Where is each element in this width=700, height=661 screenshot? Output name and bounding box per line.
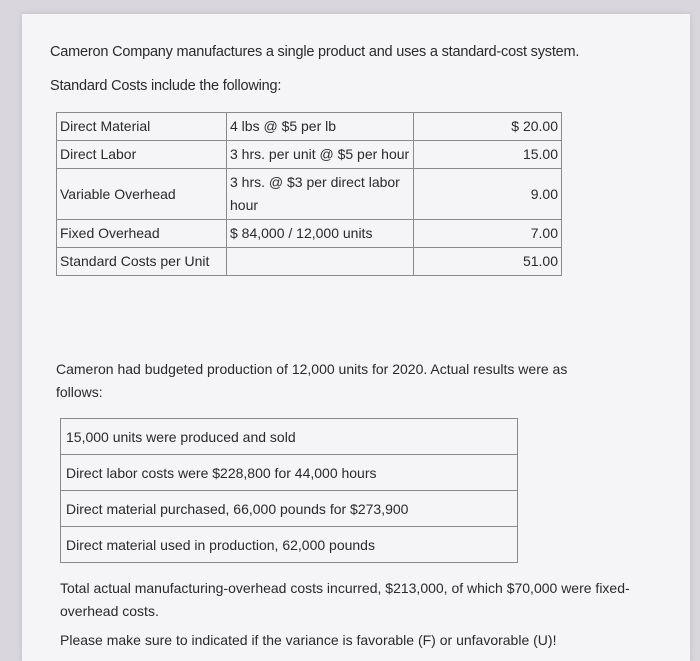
cost-item: Direct Labor [57,141,227,169]
cost-amount: $ 20.00 [414,113,562,141]
cost-basis: 4 lbs @ $5 per lb [227,113,414,141]
overhead-paragraph: Total actual manufacturing-overhead costs incurred, $213,000, of which $70,000 were fixed-overhead costs. [60,580,630,619]
table-row [57,248,562,276]
variance-note: Please make sure to indicated if the variance is favorable (F) or unfavorable (U)! [60,632,557,648]
table-row [57,141,562,169]
cost-item: Variable Overhead [57,169,227,220]
actual-result: Direct material purchased, 66,000 pounds for $273,900 [61,491,518,527]
intro-line-2: Standard Costs include the following: [50,78,282,94]
table-row [61,491,518,527]
cost-basis [227,248,414,276]
table-row [61,419,518,455]
intro-line-1: Cameron Company manufactures a single product and uses a standard-cost system. [50,44,580,60]
cost-item: Direct Material [57,113,227,141]
table-row [57,113,562,141]
cost-amount: 15.00 [414,141,562,169]
table-row [61,455,518,491]
table-row [57,220,562,248]
cost-basis: 3 hrs. per unit @ $5 per hour [227,141,414,169]
actual-results-table [60,418,518,563]
table-row [61,527,518,563]
cost-amount: 9.00 [414,169,562,220]
cost-amount: 51.00 [414,248,562,276]
cost-basis: $ 84,000 / 12,000 units [227,220,414,248]
table-row [57,169,562,220]
cost-amount: 7.00 [414,220,562,248]
cost-basis: 3 hrs. @ $3 per direct labor hour [227,169,414,220]
cost-item: Standard Costs per Unit [57,248,227,276]
cost-item: Fixed Overhead [57,220,227,248]
actual-result: Direct labor costs were $228,800 for 44,000 hours [61,455,518,491]
actual-result: 15,000 units were produced and sold [61,419,518,455]
document-page [22,14,690,661]
standard-costs-table [56,112,562,276]
budget-paragraph: Cameron had budgeted production of 12,000 units for 2020. Actual results were as follows: [56,361,568,400]
actual-result: Direct material used in production, 62,000 pounds [61,527,518,563]
